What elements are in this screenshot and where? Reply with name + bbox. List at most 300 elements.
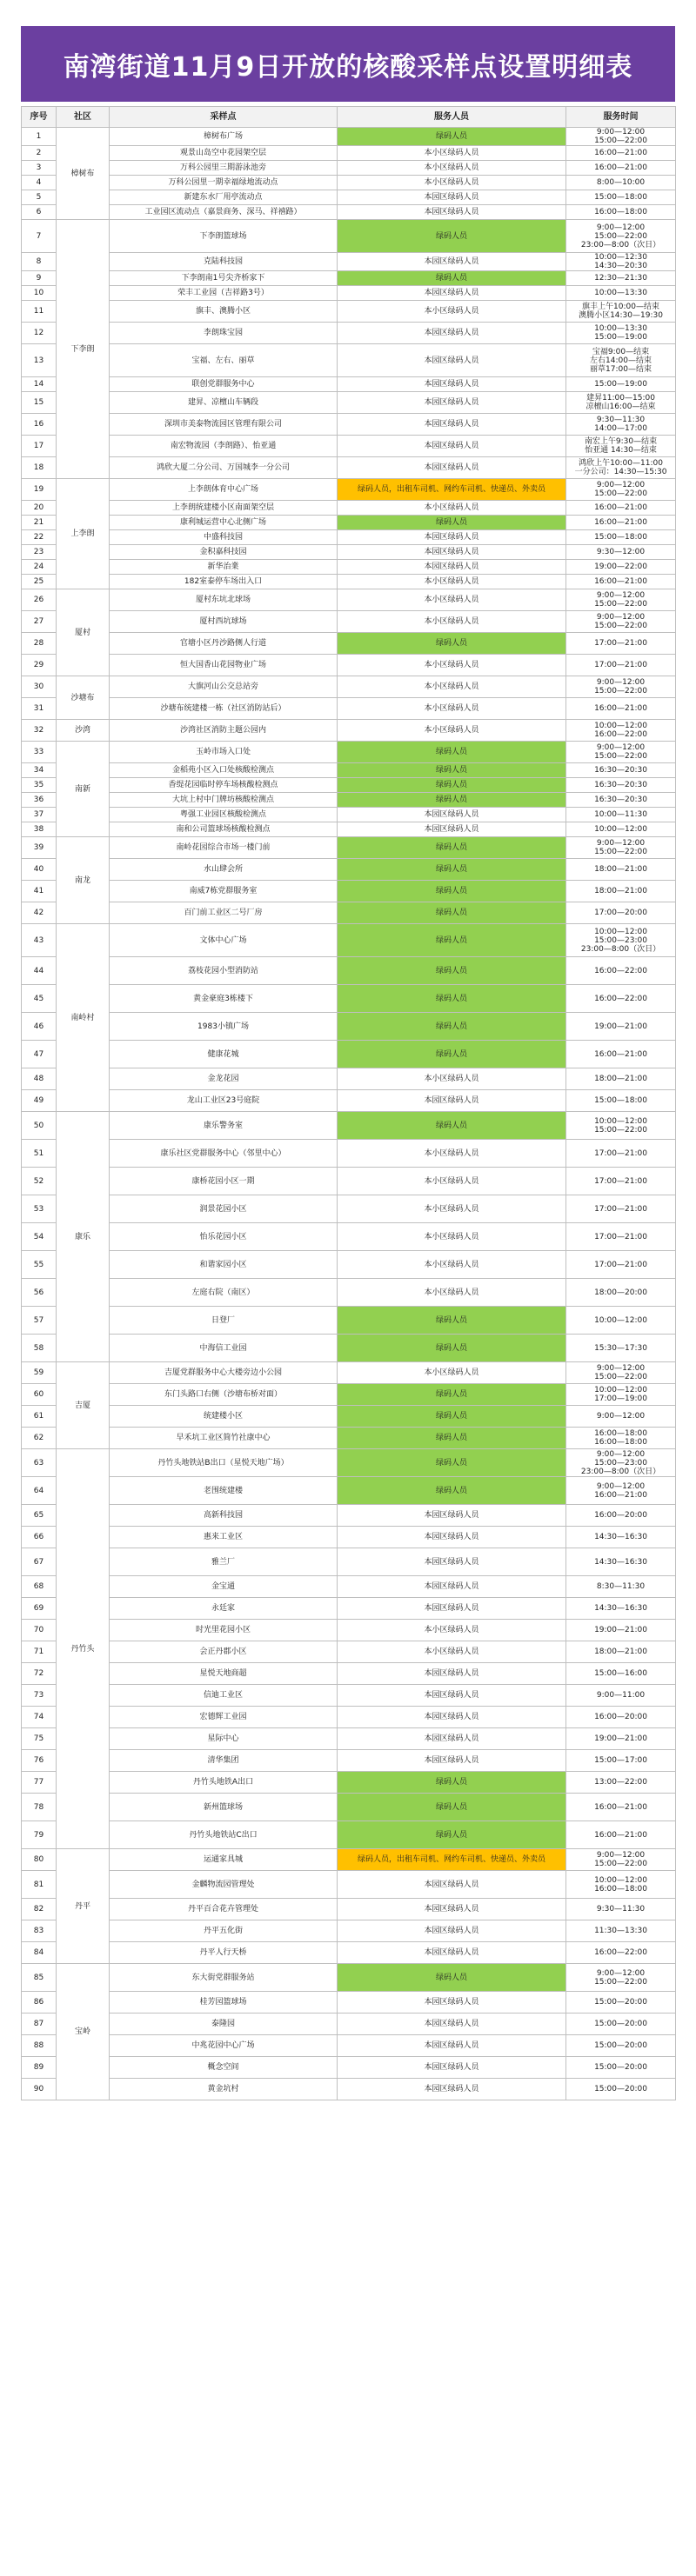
row-number: 75: [22, 1728, 57, 1750]
table-row: [22, 1223, 676, 1251]
site-name: 永廷家: [110, 1598, 338, 1620]
service-time: 9:00—12:00 15:00—22:00: [566, 1362, 676, 1384]
table-row: [22, 457, 676, 479]
service-time: 16:00—22:00: [566, 957, 676, 985]
table-row: [22, 1090, 676, 1112]
service-time: 17:00—21:00: [566, 633, 676, 655]
service-time: 18:00—21:00: [566, 1641, 676, 1663]
row-number: 49: [22, 1090, 57, 1112]
service-time: 19:00—21:00: [566, 1728, 676, 1750]
table-row: [22, 1168, 676, 1195]
table-row: [22, 822, 676, 837]
staff-type: 本园区绿码人员: [338, 1548, 566, 1576]
site-name: 桂芳园篮球场: [110, 1992, 338, 2014]
staff-type: 本园区绿码人员: [338, 1663, 566, 1685]
community-name: 下李朗: [57, 220, 110, 479]
site-name: 大坑上村中门牌坊核酸检测点: [110, 793, 338, 808]
staff-type: 绿码人员: [338, 516, 566, 530]
row-number: 23: [22, 545, 57, 560]
site-name: 左庭右院（南区）: [110, 1279, 338, 1307]
site-name: 金宝通: [110, 1576, 338, 1598]
row-number: 42: [22, 902, 57, 924]
site-name: 吉厦党群服务中心大楼旁边小公园: [110, 1362, 338, 1384]
table-row: [22, 720, 676, 742]
site-name: 南和公司篮球场核酸检测点: [110, 822, 338, 837]
service-time: 16:30—20:30: [566, 793, 676, 808]
site-name: 下李朗篮球场: [110, 220, 338, 253]
table-row: [22, 1821, 676, 1849]
staff-type: 绿码人员: [338, 271, 566, 286]
row-number: 44: [22, 957, 57, 985]
row-number: 55: [22, 1251, 57, 1279]
service-time: 16:00—21:00: [566, 516, 676, 530]
row-number: 85: [22, 1964, 57, 1992]
staff-type: 本小区绿码人员: [338, 176, 566, 190]
service-time: 9:00—12:00: [566, 1406, 676, 1428]
community-name: 沙湾: [57, 720, 110, 742]
table-row: [22, 1920, 676, 1942]
service-time: 16:00—21:00: [566, 501, 676, 516]
row-number: 86: [22, 1992, 57, 2014]
site-name: 日登厂: [110, 1307, 338, 1335]
table-row: [22, 1750, 676, 1772]
staff-type: 本小区绿码人员: [338, 1641, 566, 1663]
table-row: [22, 698, 676, 720]
site-name: 中盛科技园: [110, 530, 338, 545]
service-time: 16:00—21:00: [566, 1821, 676, 1849]
service-time: 17:00—21:00: [566, 1140, 676, 1168]
staff-type: 本小区绿码人员: [338, 146, 566, 161]
site-name: 百门前工业区二号厂房: [110, 902, 338, 924]
row-number: 36: [22, 793, 57, 808]
row-number: 50: [22, 1112, 57, 1140]
community-name: 南新: [57, 742, 110, 837]
service-time: 10:00—12:00: [566, 1307, 676, 1335]
site-name: 丹竹头地铁站C出口: [110, 1821, 338, 1849]
site-name: 雅兰厂: [110, 1548, 338, 1576]
row-number: 5: [22, 190, 57, 205]
service-time: 14:30—16:30: [566, 1598, 676, 1620]
staff-type: 本园区绿码人员: [338, 1505, 566, 1527]
row-number: 66: [22, 1527, 57, 1548]
staff-type: 绿码人员: [338, 902, 566, 924]
staff-type: 本园区绿码人员: [338, 1728, 566, 1750]
staff-type: 本园区绿码人员: [338, 1527, 566, 1548]
site-name: 新建东水厂用亭流动点: [110, 190, 338, 205]
site-name: 康乐警务室: [110, 1112, 338, 1140]
community-name: 康乐: [57, 1112, 110, 1362]
table-row: [22, 957, 676, 985]
row-number: 47: [22, 1041, 57, 1068]
table-row: [22, 1871, 676, 1899]
staff-type: 本园区绿码人员: [338, 1871, 566, 1899]
site-name: 沙湾社区消防主题公园内: [110, 720, 338, 742]
row-number: 60: [22, 1384, 57, 1406]
row-number: 68: [22, 1576, 57, 1598]
site-name: 惠来工业区: [110, 1527, 338, 1548]
site-name: 清华集团: [110, 1750, 338, 1772]
staff-type: 本园区绿码人员: [338, 1899, 566, 1920]
table-row: [22, 205, 676, 220]
service-time: 10:00—12:00 16:00—18:00: [566, 1871, 676, 1899]
service-time: 16:00—21:00: [566, 161, 676, 176]
staff-type: 本园区绿码人员: [338, 1685, 566, 1707]
community-name: 南岭村: [57, 924, 110, 1112]
staff-type: 本小区绿码人员: [338, 589, 566, 611]
row-number: 61: [22, 1406, 57, 1428]
service-time: 16:00—22:00: [566, 985, 676, 1013]
site-name: 统建楼小区: [110, 1406, 338, 1428]
row-number: 22: [22, 530, 57, 545]
staff-type: 本小区绿码人员: [338, 1223, 566, 1251]
table-row: [22, 881, 676, 902]
staff-type: 本园区绿码人员: [338, 414, 566, 436]
service-time: 南宏上午9:30—结束 怡亚通 14:30—结束: [566, 436, 676, 457]
site-name: 旗丰、澳腾小区: [110, 301, 338, 323]
table-row: [22, 414, 676, 436]
service-time: 16:00—21:00: [566, 146, 676, 161]
service-time: 15:00—18:00: [566, 190, 676, 205]
service-time: 16:00—21:00: [566, 698, 676, 720]
staff-type: 本园区绿码人员: [338, 190, 566, 205]
table-row: [22, 1041, 676, 1068]
community-name: 丹平: [57, 1849, 110, 1964]
row-number: 29: [22, 655, 57, 676]
row-number: 79: [22, 1821, 57, 1849]
row-number: 28: [22, 633, 57, 655]
table-row: [22, 344, 676, 377]
site-name: 上李朗统建楼小区南面架空层: [110, 501, 338, 516]
row-number: 15: [22, 392, 57, 414]
service-time: 16:00—21:00: [566, 1794, 676, 1821]
table-row: [22, 1527, 676, 1548]
service-time: 9:30—12:00: [566, 545, 676, 560]
row-number: 33: [22, 742, 57, 763]
row-number: 19: [22, 479, 57, 501]
site-name: 沙塘布统建楼一栋（社区消防站后）: [110, 698, 338, 720]
site-name: 丹竹头地铁A出口: [110, 1772, 338, 1794]
table-row: [22, 1068, 676, 1090]
community-name: 樟树布: [57, 128, 110, 220]
service-time: 10:00—13:30: [566, 286, 676, 301]
site-name: 大旗河山公交总站旁: [110, 676, 338, 698]
service-time: 16:30—20:30: [566, 763, 676, 778]
site-name: 香缇花园临时停车场核酸检测点: [110, 778, 338, 793]
table-row: [22, 1685, 676, 1707]
staff-type: 绿码人员: [338, 1821, 566, 1849]
site-name: 高新科技园: [110, 1505, 338, 1527]
row-number: 37: [22, 808, 57, 822]
site-name: 建昇、凉檀山车辆段: [110, 392, 338, 414]
row-number: 13: [22, 344, 57, 377]
service-time: 16:30—20:30: [566, 778, 676, 793]
table-row: [22, 1505, 676, 1527]
staff-type: 绿码人员: [338, 633, 566, 655]
table-row: [22, 1406, 676, 1428]
staff-type: 本园区绿码人员: [338, 392, 566, 414]
service-time: 15:00—19:00: [566, 377, 676, 392]
table-row: [22, 176, 676, 190]
table-row: [22, 589, 676, 611]
service-time: 10:00—11:30: [566, 808, 676, 822]
site-name: 丹平五化街: [110, 1920, 338, 1942]
site-name: 东大街党群服务站: [110, 1964, 338, 1992]
site-name: 文体中心广场: [110, 924, 338, 957]
staff-type: 绿码人员: [338, 1477, 566, 1505]
staff-type: 绿码人员: [338, 1406, 566, 1428]
service-time: 19:00—21:00: [566, 1013, 676, 1041]
service-time: 15:30—17:30: [566, 1335, 676, 1362]
row-number: 76: [22, 1750, 57, 1772]
staff-type: 绿码人员: [338, 793, 566, 808]
community-name: 沙塘布: [57, 676, 110, 720]
sampling-sites-table: [21, 106, 676, 2100]
row-number: 70: [22, 1620, 57, 1641]
service-time: 9:30—11:30: [566, 1899, 676, 1920]
community-name: 丹竹头: [57, 1449, 110, 1849]
table-row: [22, 377, 676, 392]
row-number: 32: [22, 720, 57, 742]
staff-type: 本园区绿码人员: [338, 822, 566, 837]
staff-type: 绿码人员，出租车司机、网约车司机、快递员、外卖员: [338, 479, 566, 501]
service-time: 旗丰上午10:00—结束 澳腾小区14:30—19:30: [566, 301, 676, 323]
service-time: 8:30—11:30: [566, 1576, 676, 1598]
row-number: 20: [22, 501, 57, 516]
table-row: [22, 655, 676, 676]
site-name: 金稻苑小区入口处核酸检测点: [110, 763, 338, 778]
community-name: 吉厦: [57, 1362, 110, 1449]
staff-type: 本小区绿码人员: [338, 161, 566, 176]
site-name: 丹竹头地铁站B出口（星悦天地广场）: [110, 1449, 338, 1477]
table-row: [22, 763, 676, 778]
site-name: 南宏物流园（李朗路）、怡亚通: [110, 436, 338, 457]
table-row: [22, 1362, 676, 1384]
service-time: 16:00—21:00: [566, 1041, 676, 1068]
row-number: 59: [22, 1362, 57, 1384]
staff-type: 本小区绿码人员: [338, 1620, 566, 1641]
service-time: 9:00—12:00 16:00—21:00: [566, 1477, 676, 1505]
staff-type: 绿码人员: [338, 220, 566, 253]
staff-type: 本小区绿码人员: [338, 720, 566, 742]
header-staff: 服务人员: [338, 107, 566, 128]
site-name: 东门头路口右侧（沙塘布桥对面）: [110, 1384, 338, 1406]
row-number: 38: [22, 822, 57, 837]
table-row: [22, 479, 676, 501]
row-number: 53: [22, 1195, 57, 1223]
table-row: [22, 1992, 676, 2014]
service-time: 17:00—20:00: [566, 902, 676, 924]
row-number: 24: [22, 560, 57, 575]
site-name: 182室泰停车场出入口: [110, 575, 338, 589]
staff-type: 本园区绿码人员: [338, 530, 566, 545]
service-time: 10:00—12:00 16:00—22:00: [566, 720, 676, 742]
row-number: 6: [22, 205, 57, 220]
table-row: [22, 1013, 676, 1041]
table-row: [22, 1942, 676, 1964]
site-name: 联创党群服务中心: [110, 377, 338, 392]
service-time: 19:00—21:00: [566, 1620, 676, 1641]
service-time: 9:00—12:00 15:00—22:00: [566, 837, 676, 859]
table-row: [22, 1576, 676, 1598]
table-row: [22, 1251, 676, 1279]
staff-type: 绿码人员: [338, 957, 566, 985]
row-number: 87: [22, 2014, 57, 2035]
table-row: [22, 1477, 676, 1505]
table-row: [22, 190, 676, 205]
row-number: 81: [22, 1871, 57, 1899]
service-time: 16:00—22:00: [566, 1942, 676, 1964]
table-row: [22, 1195, 676, 1223]
staff-type: 绿码人员: [338, 924, 566, 957]
staff-type: 绿码人员: [338, 778, 566, 793]
staff-type: 绿码人员: [338, 985, 566, 1013]
row-number: 18: [22, 457, 57, 479]
staff-type: 绿码人员: [338, 1384, 566, 1406]
table-row: [22, 1279, 676, 1307]
row-number: 73: [22, 1685, 57, 1707]
table-row: [22, 1598, 676, 1620]
community-name: 宝岭: [57, 1964, 110, 2100]
staff-type: 绿码人员: [338, 1772, 566, 1794]
table-row: [22, 778, 676, 793]
table-row: [22, 575, 676, 589]
row-number: 2: [22, 146, 57, 161]
service-time: 10:00—12:00: [566, 822, 676, 837]
site-name: 水山肆会所: [110, 859, 338, 881]
service-time: 17:00—21:00: [566, 1195, 676, 1223]
table-row: [22, 1384, 676, 1406]
site-name: 官塘小区丹沙路侧人行道: [110, 633, 338, 655]
site-name: 润景花园小区: [110, 1195, 338, 1223]
service-time: 15:00—20:00: [566, 2014, 676, 2035]
table-row: [22, 545, 676, 560]
site-name: 万科公园里三期游泳池旁: [110, 161, 338, 176]
row-number: 12: [22, 323, 57, 344]
header-time: 服务时间: [566, 107, 676, 128]
row-number: 14: [22, 377, 57, 392]
table-row: [22, 1772, 676, 1794]
service-time: 9:00—12:00 15:00—22:00: [566, 1964, 676, 1992]
site-name: 丹平人行天桥: [110, 1942, 338, 1964]
service-time: 14:30—16:30: [566, 1527, 676, 1548]
site-name: 中海信工业园: [110, 1335, 338, 1362]
community-name: 南龙: [57, 837, 110, 924]
service-time: 10:00—13:30 15:00—19:00: [566, 323, 676, 344]
staff-type: 绿码人员: [338, 1964, 566, 1992]
row-number: 4: [22, 176, 57, 190]
staff-type: 本小区绿码人员: [338, 1362, 566, 1384]
row-number: 64: [22, 1477, 57, 1505]
staff-type: 本园区绿码人员: [338, 545, 566, 560]
service-time: 宝福9:00—结束 左右14:00—结束 丽草17:00—结束: [566, 344, 676, 377]
site-name: 克陆科技园: [110, 253, 338, 271]
row-number: 35: [22, 778, 57, 793]
row-number: 45: [22, 985, 57, 1013]
site-name: 早禾坑工业区简竹社康中心: [110, 1428, 338, 1449]
row-number: 27: [22, 611, 57, 633]
table-row: [22, 808, 676, 822]
row-number: 63: [22, 1449, 57, 1477]
service-time: 18:00—21:00: [566, 881, 676, 902]
staff-type: 本园区绿码人员: [338, 2079, 566, 2100]
row-number: 43: [22, 924, 57, 957]
staff-type: 绿码人员: [338, 1307, 566, 1335]
service-time: 16:00—18:00 16:00—18:00: [566, 1428, 676, 1449]
service-time: 15:00—18:00: [566, 1090, 676, 1112]
service-time: 17:00—21:00: [566, 1168, 676, 1195]
table-row: [22, 1641, 676, 1663]
table-row: [22, 1548, 676, 1576]
staff-type: 绿码人员: [338, 881, 566, 902]
row-number: 31: [22, 698, 57, 720]
table-row: [22, 924, 676, 957]
staff-type: 本园区绿码人员: [338, 808, 566, 822]
service-time: 15:00—20:00: [566, 2079, 676, 2100]
site-name: 信迪工业区: [110, 1685, 338, 1707]
row-number: 34: [22, 763, 57, 778]
table-row: [22, 742, 676, 763]
row-number: 9: [22, 271, 57, 286]
service-time: 9:00—11:00: [566, 1685, 676, 1707]
staff-type: 本园区绿码人员: [338, 286, 566, 301]
service-time: 9:00—12:00 15:00—22:00: [566, 479, 676, 501]
site-name: 上李朗体育中心广场: [110, 479, 338, 501]
staff-type: 本园区绿码人员: [338, 1992, 566, 2014]
staff-type: 本园区绿码人员: [338, 436, 566, 457]
site-name: 金麟物流园管理处: [110, 1871, 338, 1899]
site-name: 康利城运营中心北侧广场: [110, 516, 338, 530]
staff-type: 绿码人员: [338, 859, 566, 881]
row-number: 57: [22, 1307, 57, 1335]
service-time: 15:00—20:00: [566, 2057, 676, 2079]
table-row: [22, 560, 676, 575]
staff-type: 绿码人员: [338, 837, 566, 859]
service-time: 18:00—20:00: [566, 1279, 676, 1307]
service-time: 9:00—12:00 15:00—22:00 23:00—8:00（次日）: [566, 220, 676, 253]
site-name: 金龙花园: [110, 1068, 338, 1090]
table-row: [22, 128, 676, 146]
table-header-row: [22, 107, 676, 128]
staff-type: 本小区绿码人员: [338, 1140, 566, 1168]
table-row: [22, 985, 676, 1013]
row-number: 56: [22, 1279, 57, 1307]
staff-type: 本园区绿码人员: [338, 1090, 566, 1112]
staff-type: 本小区绿码人员: [338, 1251, 566, 1279]
staff-type: 本小区绿码人员: [338, 1195, 566, 1223]
service-time: 9:00—12:00 15:00—22:00: [566, 676, 676, 698]
table-row: [22, 1428, 676, 1449]
staff-type: 绿码人员: [338, 1112, 566, 1140]
table-row: [22, 501, 676, 516]
site-name: 概念空间: [110, 2057, 338, 2079]
staff-type: 本小区绿码人员: [338, 575, 566, 589]
site-name: 泰隆园: [110, 2014, 338, 2035]
staff-type: 本园区绿码人员: [338, 205, 566, 220]
site-name: 厦村东坑北球场: [110, 589, 338, 611]
table-row: [22, 1663, 676, 1685]
service-time: 9:30—11:30 14:00—17:00: [566, 414, 676, 436]
service-time: 9:00—12:00 15:00—22:00: [566, 128, 676, 146]
staff-type: 绿码人员: [338, 1449, 566, 1477]
staff-type: 本小区绿码人员: [338, 1068, 566, 1090]
site-name: 会正丹郡小区: [110, 1641, 338, 1663]
row-number: 58: [22, 1335, 57, 1362]
table-row: [22, 902, 676, 924]
site-name: 黄金豪庭3栋楼下: [110, 985, 338, 1013]
site-name: 运通家具城: [110, 1849, 338, 1871]
site-name: 深圳市美泰物流园区管理有限公司: [110, 414, 338, 436]
site-name: 康桥花园小区一期: [110, 1168, 338, 1195]
